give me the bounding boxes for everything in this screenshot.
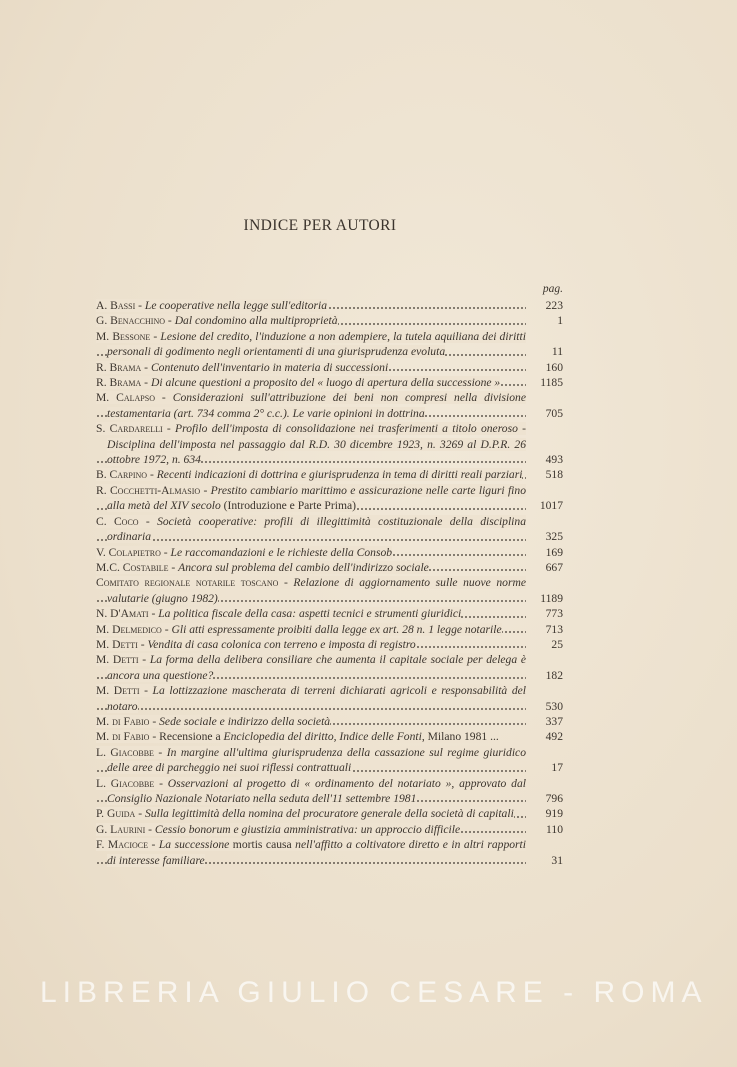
entry-title-segment: Contenuto dell'inventario in materia di successioni (150, 360, 389, 374)
entry-page-number: 325 (545, 530, 563, 544)
entry-author: B. Carpino (96, 468, 148, 482)
entry-title-segment: - (135, 299, 145, 312)
entry-page-number: 705 (545, 406, 563, 420)
entry-author: M. Detti (96, 653, 139, 667)
entry-text (96, 545, 526, 560)
author-index-list (96, 298, 563, 868)
entry-title-segment: La lottizzazione mascherata di terreni dichiarati agricoli e responsabilità del notaro (107, 684, 526, 713)
index-entry (96, 390, 563, 421)
entry-title-segment: Di alcune questioni a proposito del « luogo di apertura della successione » (150, 376, 501, 390)
entry-title-segment: - (135, 807, 145, 821)
entry-page-number: 518 (545, 468, 563, 482)
entry-title-segment: - (200, 483, 211, 497)
entry-title-segment: Enciclopedia del diritto, Indice delle Fonti (223, 730, 422, 744)
entry-author: M. Bessone (96, 329, 151, 343)
entry-title-segment: - (145, 822, 155, 836)
entry-author: R. Brama (96, 376, 142, 390)
entry-text (96, 483, 526, 514)
entry-author: M. Delmedico (96, 622, 162, 636)
entry-page-number: 773 (545, 607, 563, 621)
entry-title-segment: Le raccomandazioni e le richieste della Consob (170, 545, 393, 559)
entry-title-segment: Recenti indicazioni di dottrina e giurisprudenza in tema di diritti reali parziari (156, 468, 523, 482)
entry-author: M. Detti (96, 684, 140, 698)
entry-text (96, 622, 526, 637)
entry-text (96, 637, 526, 652)
entry-text (96, 683, 526, 714)
index-entry (96, 483, 563, 514)
entry-page-number: 169 (545, 545, 563, 559)
entry-title-segment: Ancora sul problema del cambio dell'indirizzo sociale (178, 560, 429, 574)
entry-title-segment: La forma della delibera consiliare che aumenta il capitale sociale per delega è ancora una questione? (107, 653, 526, 682)
entry-title-segment: In margine all'ultima giurisprudenza della cassazione sul regime giuridico delle aree di parcheggio nei suoi riflessi contrattuali (107, 745, 526, 775)
entry-page-number: 1017 (539, 499, 563, 513)
entry-text (96, 560, 526, 575)
entry-text (96, 575, 526, 606)
index-entry (96, 560, 563, 575)
entry-title-segment: - (154, 776, 168, 790)
entry-page-number: 110 (546, 822, 563, 836)
entry-page-number: 1185 (540, 376, 563, 390)
entry-title-segment: La politica fiscale della casa: aspetti tecnici e strumenti giuridici (158, 607, 462, 621)
entry-author: L. Giacobbe (96, 745, 154, 759)
index-entry (96, 822, 563, 837)
entry-text (96, 313, 526, 328)
index-entry (96, 329, 563, 360)
entry-title-segment: , Milano 1981 ... (421, 730, 499, 744)
entry-page-number: 713 (545, 622, 563, 636)
index-entry (96, 806, 563, 821)
entry-title-segment: Sede sociale e indirizzo della società (159, 714, 331, 728)
entry-page-number: 160 (545, 360, 563, 374)
entry-title-segment: Lesione del credito, l'induzione a non adempiere, la tutela aquiliana dei diritti personali di godimento negli orientamenti di una giurisprudenza evoluta (107, 329, 526, 359)
entry-title-segment: - (149, 714, 160, 728)
entry-text (96, 514, 526, 545)
index-entry (96, 421, 563, 467)
entry-author: R. Brama (96, 360, 142, 374)
index-entry (96, 467, 563, 482)
entry-page-number: 796 (545, 792, 563, 805)
entry-author: M. Detti (96, 637, 138, 651)
entry-title-segment: Le cooperative nella legge sull'editoria (144, 299, 328, 312)
entry-text (96, 360, 526, 375)
entry-text (96, 806, 526, 821)
entry-text (96, 390, 526, 421)
index-entry (96, 637, 563, 652)
entry-author: Comitato regionale notarile toscano (96, 576, 279, 590)
entry-text (96, 375, 526, 390)
entry-title-segment: Relazione di aggiornamento sulle nuove norme valutarie (giugno 1982) (107, 576, 526, 605)
index-entry (96, 575, 563, 606)
entry-title-segment: Considerazioni sull'attribuzione dei beni non compresi nella divisione testamentaria (art. 734 comma 2° c.c.). Le varie opinioni in dottrina (107, 391, 526, 420)
entry-title-segment: Società cooperative: profili di illegittimità costituzionale della disciplina ordinaria (107, 514, 526, 544)
entry-page-number: 1 (557, 314, 563, 328)
entry-text (96, 298, 526, 313)
index-entry (96, 375, 563, 390)
entry-title-segment: - (150, 329, 161, 343)
index-entry (96, 622, 563, 637)
index-entry (96, 745, 563, 776)
index-entry (96, 837, 563, 868)
entry-author: R. Cocchetti-Almasio (96, 483, 201, 497)
entry-title-segment: Prestito cambiario marittimo e assicurazione nelle carte liguri fino alla metà del XIV secolo (107, 483, 526, 513)
entry-text (96, 729, 526, 744)
entry-title-segment: - (153, 745, 167, 759)
entry-author: A. Bassi (96, 299, 136, 312)
entry-page-number: 223 (545, 299, 563, 312)
entry-author: F. Macioce (96, 838, 148, 852)
entry-text (96, 329, 526, 360)
entry-author: V. Colapietro (96, 545, 161, 559)
entry-title-segment: - Recensione a (149, 730, 224, 744)
entry-page-number: 667 (545, 560, 563, 574)
entry-title-segment: - (141, 376, 151, 390)
entry-author: L. Giacobbe (96, 776, 155, 790)
entry-title-segment: - (155, 391, 173, 405)
entry-page-number: 25 (551, 637, 563, 651)
entry-text (96, 837, 526, 868)
entry-title-segment: Sulla legittimità della nomina del procuratore generale della società di capitali (145, 807, 514, 821)
entry-text (96, 421, 526, 467)
entry-page-number: 11 (551, 345, 563, 359)
entry-author: M.C. Costabile (96, 560, 169, 574)
entry-author: M. Calapso (96, 391, 155, 405)
entry-page-number: 492 (545, 730, 563, 744)
entry-author: G. Laurini (96, 822, 146, 836)
index-entry (96, 683, 563, 714)
entry-title-segment: - (148, 607, 159, 621)
entry-page-number: 182 (545, 668, 563, 682)
entry-text (96, 652, 526, 683)
index-entry (96, 714, 563, 729)
entry-title-segment: - (160, 545, 171, 559)
entry-title-segment: - (162, 422, 176, 436)
entry-text (96, 776, 526, 807)
entry-title-segment: mortis causa (229, 838, 296, 852)
entry-text (96, 745, 526, 776)
entry-page-number: 919 (545, 807, 563, 821)
entry-text (96, 822, 526, 837)
entry-title-segment: - (147, 468, 157, 482)
entry-author: N. D'Amati (96, 607, 149, 621)
entry-title-segment: Osservazioni al progetto di « ordinamento del notariato », approvato dal Consiglio Nazionale Notariato nella seduta dell'11 settembre 1981 (107, 776, 526, 805)
index-entry (96, 298, 563, 313)
entry-page-number: 1189 (540, 591, 563, 605)
entry-title-segment: Vendita di casa colonica con terreno e imposta di registro (147, 637, 416, 651)
entry-title-segment: - (148, 838, 159, 852)
entry-page-number: 530 (545, 699, 563, 713)
entry-title-segment: - (161, 622, 172, 636)
entry-title-segment: La successione (158, 838, 230, 852)
entry-title-segment: Gli atti espressamente proibiti dalla legge ex art. 28 n. 1 legge notarile (171, 622, 502, 636)
entry-text (96, 714, 526, 729)
entry-author: G. Benacchino (96, 314, 166, 328)
entry-title-segment: - (138, 653, 150, 667)
entry-title-segment: - (139, 684, 153, 698)
index-entry (96, 514, 563, 545)
entry-title-segment: - (168, 560, 179, 574)
entry-page-number: 17 (551, 761, 563, 775)
index-entry (96, 313, 563, 328)
entry-title-segment: nell'affitto a coltivatore diretto e in altri rapporti di interesse familiare (107, 838, 526, 867)
index-entry (96, 652, 563, 683)
entry-page-number: 337 (545, 714, 563, 728)
index-entry (96, 729, 563, 744)
entry-title-segment: Cessio bonorum e giustizia amministrativa: un approccio difficile (154, 822, 461, 836)
entry-title-segment: - (138, 514, 158, 528)
entry-title-segment: - (137, 637, 148, 651)
entry-title-segment: - (141, 360, 151, 374)
page-column-label: pag. (542, 283, 563, 295)
watermark: LIBRERIA GIULIO CESARE - ROMA (40, 976, 708, 1009)
entry-page-number: 493 (545, 453, 563, 467)
entry-page-number: 31 (551, 853, 563, 867)
entry-title-segment: (Introduzione e Parte Prima) (220, 499, 356, 513)
entry-title-segment: Profilo dell'imposta di consolidazione nei trasferimenti a titolo oneroso - Disciplina dell'imposta nel passaggio dal R.D. 30 dicembre 1923, n. 3269 al D.P.R. 26 ottobre 1972, n. 634 (107, 422, 526, 467)
index-entry (96, 776, 563, 807)
entry-author: M. di Fabio (96, 714, 150, 728)
entry-title-segment: Dal condomino alla multiproprietà (174, 314, 338, 328)
entry-text (96, 606, 526, 621)
entry-author: M. di Fabio (96, 730, 150, 744)
index-entry (96, 545, 563, 560)
index-entry (96, 360, 563, 375)
page-title: INDICE PER AUTORI (243, 217, 397, 234)
entry-title-segment: - (165, 314, 175, 328)
entry-text (96, 467, 526, 482)
index-entry (96, 606, 563, 621)
entry-author: C. Coco (96, 514, 139, 528)
entry-author: S. Cardarelli (96, 422, 163, 436)
entry-author: P. Guida (96, 807, 136, 821)
entry-title-segment: - (278, 576, 294, 590)
